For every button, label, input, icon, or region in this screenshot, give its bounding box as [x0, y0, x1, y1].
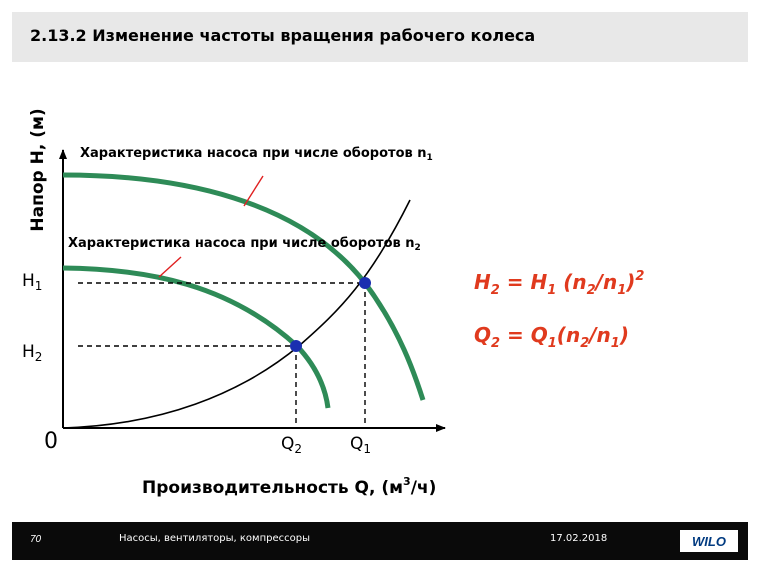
- footer-topic: Насосы, вентиляторы, компрессоры: [119, 533, 310, 544]
- q1-label: $Q_1$: [350, 434, 372, 456]
- origin-label: 0: [44, 429, 58, 454]
- x-axis-label: Производительность Q, $(м^3/ч)$: [142, 475, 437, 498]
- system-curve: [63, 200, 410, 428]
- slide-footer: [12, 522, 748, 560]
- page-number: 70: [30, 534, 42, 545]
- curve2-pointer: [159, 257, 181, 277]
- curve2-label: Характеристика насоса при числе оборотов $n_2$: [68, 236, 421, 253]
- operating-point-2: [290, 340, 302, 352]
- operating-point-1: [359, 277, 371, 289]
- slide-title: 2.13.2 Изменение частоты вращения рабочего колеса: [30, 26, 536, 45]
- formula-q: $Q_2 = Q_1(n_2/n_1)$: [474, 323, 629, 351]
- formula-h: $H_2 = H_1$ $(n_2/n_1)^2$: [474, 269, 645, 298]
- h2-label: $H_2$: [22, 342, 43, 364]
- curve1-pointer: [244, 176, 263, 206]
- q2-label: $Q_2$: [281, 434, 303, 456]
- pump-curve-n1: [63, 175, 423, 400]
- wilo-logo: [680, 530, 738, 552]
- y-axis-label: Напор H, (м): [28, 108, 48, 232]
- footer-date: 17.02.2018: [550, 533, 608, 544]
- pump-curve-n2: [63, 268, 328, 408]
- logo-text: WILO: [692, 533, 726, 549]
- curve1-label: Характеристика насоса при числе оборотов $n_1$: [80, 146, 433, 163]
- h1-label: $H_1$: [22, 271, 43, 293]
